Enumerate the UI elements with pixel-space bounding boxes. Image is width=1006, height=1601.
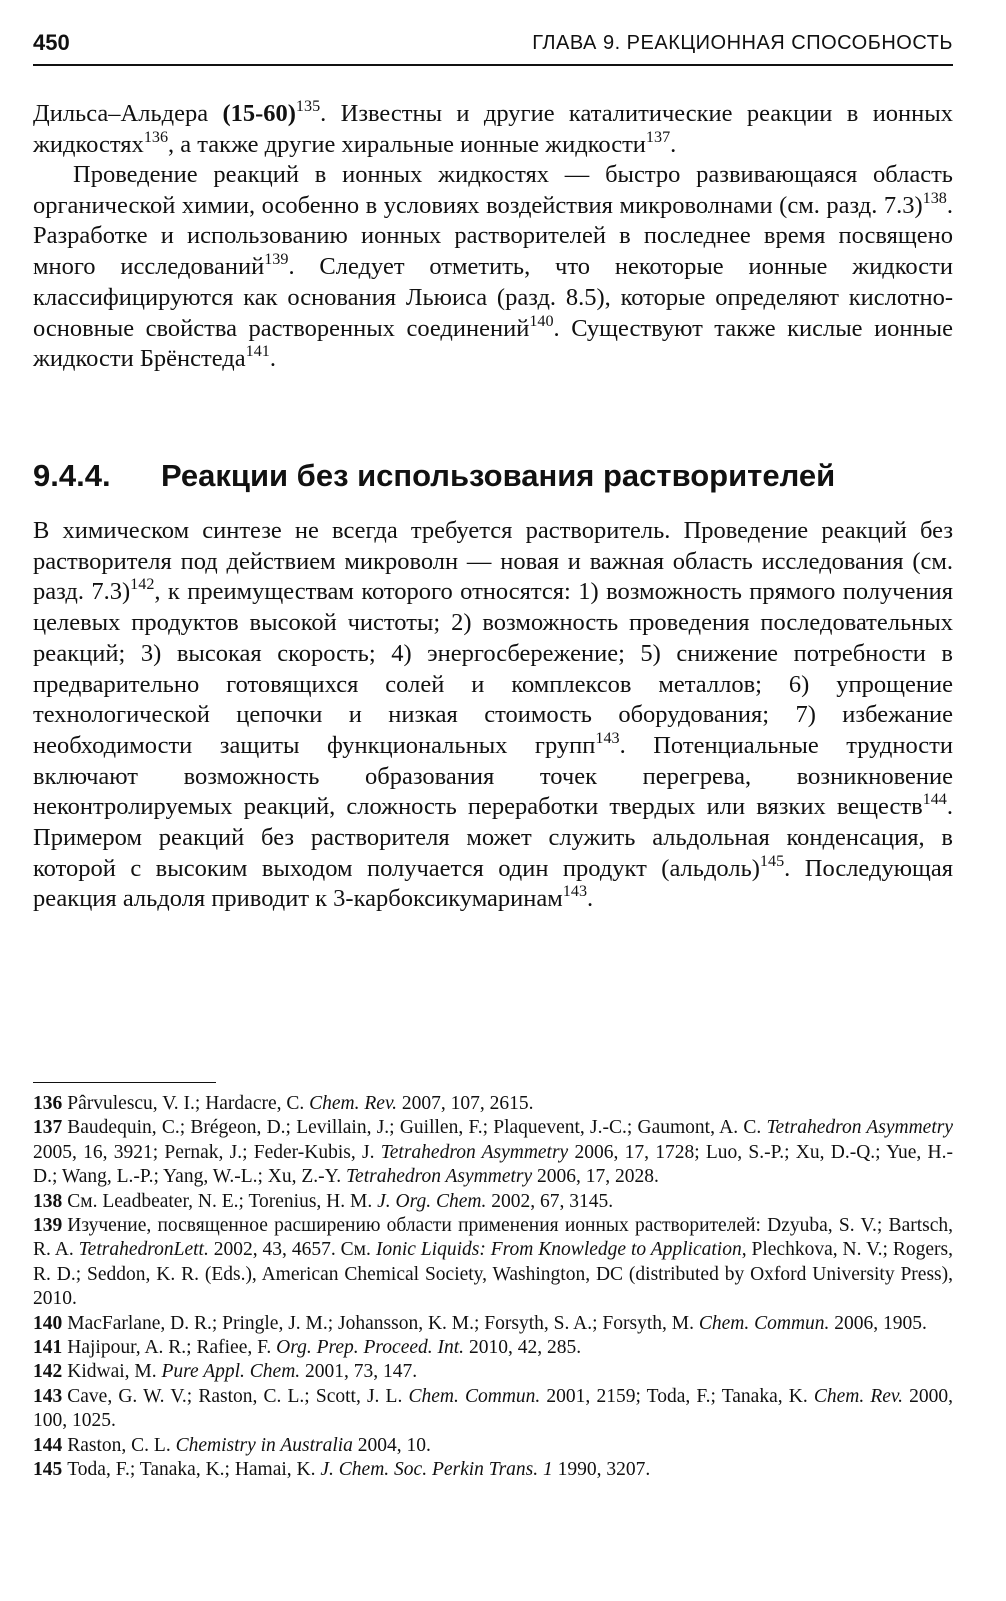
section-heading — [33, 454, 953, 498]
footnote-ref: 142 — [130, 576, 155, 594]
footnotes — [33, 1092, 953, 1483]
footnote-ref: 136 — [143, 128, 169, 146]
section-number: 9.4.4. — [33, 458, 111, 493]
footnote-ref: 139 — [264, 251, 289, 269]
paragraph-1: Дильса–Альдера $(15-60)^{135}$. Известны и другие каталитические реакции в ионных жидкостях$^{136}$, а также другие хиральные ионные жидкости$^{137}$. — [33, 97, 953, 158]
footnote-140: 140 MacFarlane, D. R.; Pringle, J. M.; Johansson, K. M.; Forsyth, S. A.; Forsyth, M. Chem. Commun. 2006, 1905. — [33, 1312, 927, 1334]
footnote-144: 144 Raston, C. L. Chemistry in Australia 2004, 10. — [33, 1434, 431, 1456]
footnote-143: 143 Cave, G. W. V.; Raston, C. L.; Scott, J. L. Chem. Commun. 2001, 2159; Toda, F.; Tanaka, K. Chem. Rev. 2000, 100, 1025. — [33, 1385, 954, 1432]
footnote-ref: 143 — [595, 729, 620, 747]
page-number: 450 — [33, 30, 70, 55]
footnote-ref: 140 — [529, 312, 554, 330]
book-page — [33, 0, 953, 1601]
footnote-145: 145 Toda, F.; Tanaka, K.; Hamai, K. J. Chem. Soc. Perkin Trans. 1 1990, 3207. — [33, 1459, 651, 1481]
footnote-137: 137 Baudequin, C.; Brégeon, D.; Levillain, J.; Guillen, F.; Plaquevent, J.-C.; Gaumont, A. C. Tetrahedron Asymmetry 2005, 16, 3921; Pernak, J.; Feder-Kubis, J. Tetrahedron Asymmetry 2006, 17, 1728; Luo, S.-P.; Xu, D.-Q.; Yue, H.-D.; Wang, L.-P.; Yang, W.-L.; Xu, Z.-Y. Tetrahedron Asymmetry 2006, 17, 2028. — [33, 1117, 953, 1188]
paragraph-2: Проведение реакций в ионных жидкостях — быстро развивающаяся область органической химии, особенно в условиях воздействия микроволнами (см. разд. 7.3)$^{138}$. Разработке и использованию ионных растворителей в последнее время посвящено много исследований$^{139}$. Следует отметить, что некоторые ионные жидкости классифицируются как основания Льюиса (разд. 8.5), которые определяют кислотно-основные свойства растворенных соединений$^{140}$. Существуют также кислые ионные жидкости Брёнстеда$^{141}$. — [33, 161, 953, 373]
footnote-ref: 138 — [922, 189, 947, 207]
footnote-136: 136 Pârvulescu, V. I.; Hardacre, C. Chem. Rev. 2007, 107, 2615. — [33, 1093, 534, 1114]
footnote-ref: 145 — [759, 852, 785, 870]
footnote-ref: 143 — [562, 883, 588, 901]
footnote-ref: 135 — [295, 97, 321, 115]
running-header — [33, 28, 953, 66]
reaction-reference: (15-60) — [222, 100, 296, 127]
footnote-separator — [33, 1082, 216, 1083]
footnote-ref: 144 — [922, 791, 947, 809]
footnote-138: 138 См. Leadbeater, N. E.; Torenius, H. M. J. Org. Chem. 2002, 67, 3145. — [33, 1190, 614, 1212]
paragraph-3: В химическом синтезе не всегда требуется растворитель. Проведение реакций без растворителя под действием микроволн — новая и важная область исследования (см. разд. 7.3)$^{142}$, к преимуществам которого относятся: 1) возможность прямого получения целевых продуктов высокой чистоты; 2) возможность проведения последовательных реакций; 3) высокая скорость; 4) энергосбережение; 5) снижение потребности в предварительно готовящихся солей и комплексов металлов; 6) упрощение технологической цепочки и низкая стоимость оборудования; 7) избежание необходимости защиты функциональных групп$^{143}$. Потенциальные трудности включают возможность образования точек перегрева, возникновение неконтролируемых реакций, сложность переработки твердых или вязких веществ$^{144}$. Примером реакций без растворителя может служить альдольная конденсация, в которой с высоким выходом получается один продукт (альдоль)$^{145}$. Последующая реакция альдоля приводит к 3-карбоксикумаринам$^{143}$. — [33, 517, 954, 913]
footnote-142: 142 Kidwai, M. Pure Appl. Chem. 2001, 73, 147. — [33, 1361, 418, 1383]
footnote-ref: 137 — [645, 128, 671, 146]
footnote-141: 141 Hajipour, A. R.; Rafiee, F. Org. Prep. Proceed. Int. 2010, 42, 285. — [33, 1337, 582, 1359]
footnote-ref: 141 — [245, 343, 270, 361]
section-title: Реакции без использования растворителей — [161, 458, 836, 493]
chapter-title: ГЛАВА 9. РЕАКЦИОННАЯ СПОСОБНОСТЬ — [532, 32, 953, 54]
footnote-139: 139 Изучение, посвященное расширению области применения ионных растворителей: Dzyuba, S. V.; Bartsch, R. A. TetrahedronLett. 2002, 43, 4657. См. Ionic Liquids: From Knowledge to Application, Plechkova, N. V.; Rogers, R. D.; Seddon, K. R. (Eds.), American Chemical Society, Washington, DC (distributed by Oxford University Press), 2010. — [33, 1215, 953, 1310]
